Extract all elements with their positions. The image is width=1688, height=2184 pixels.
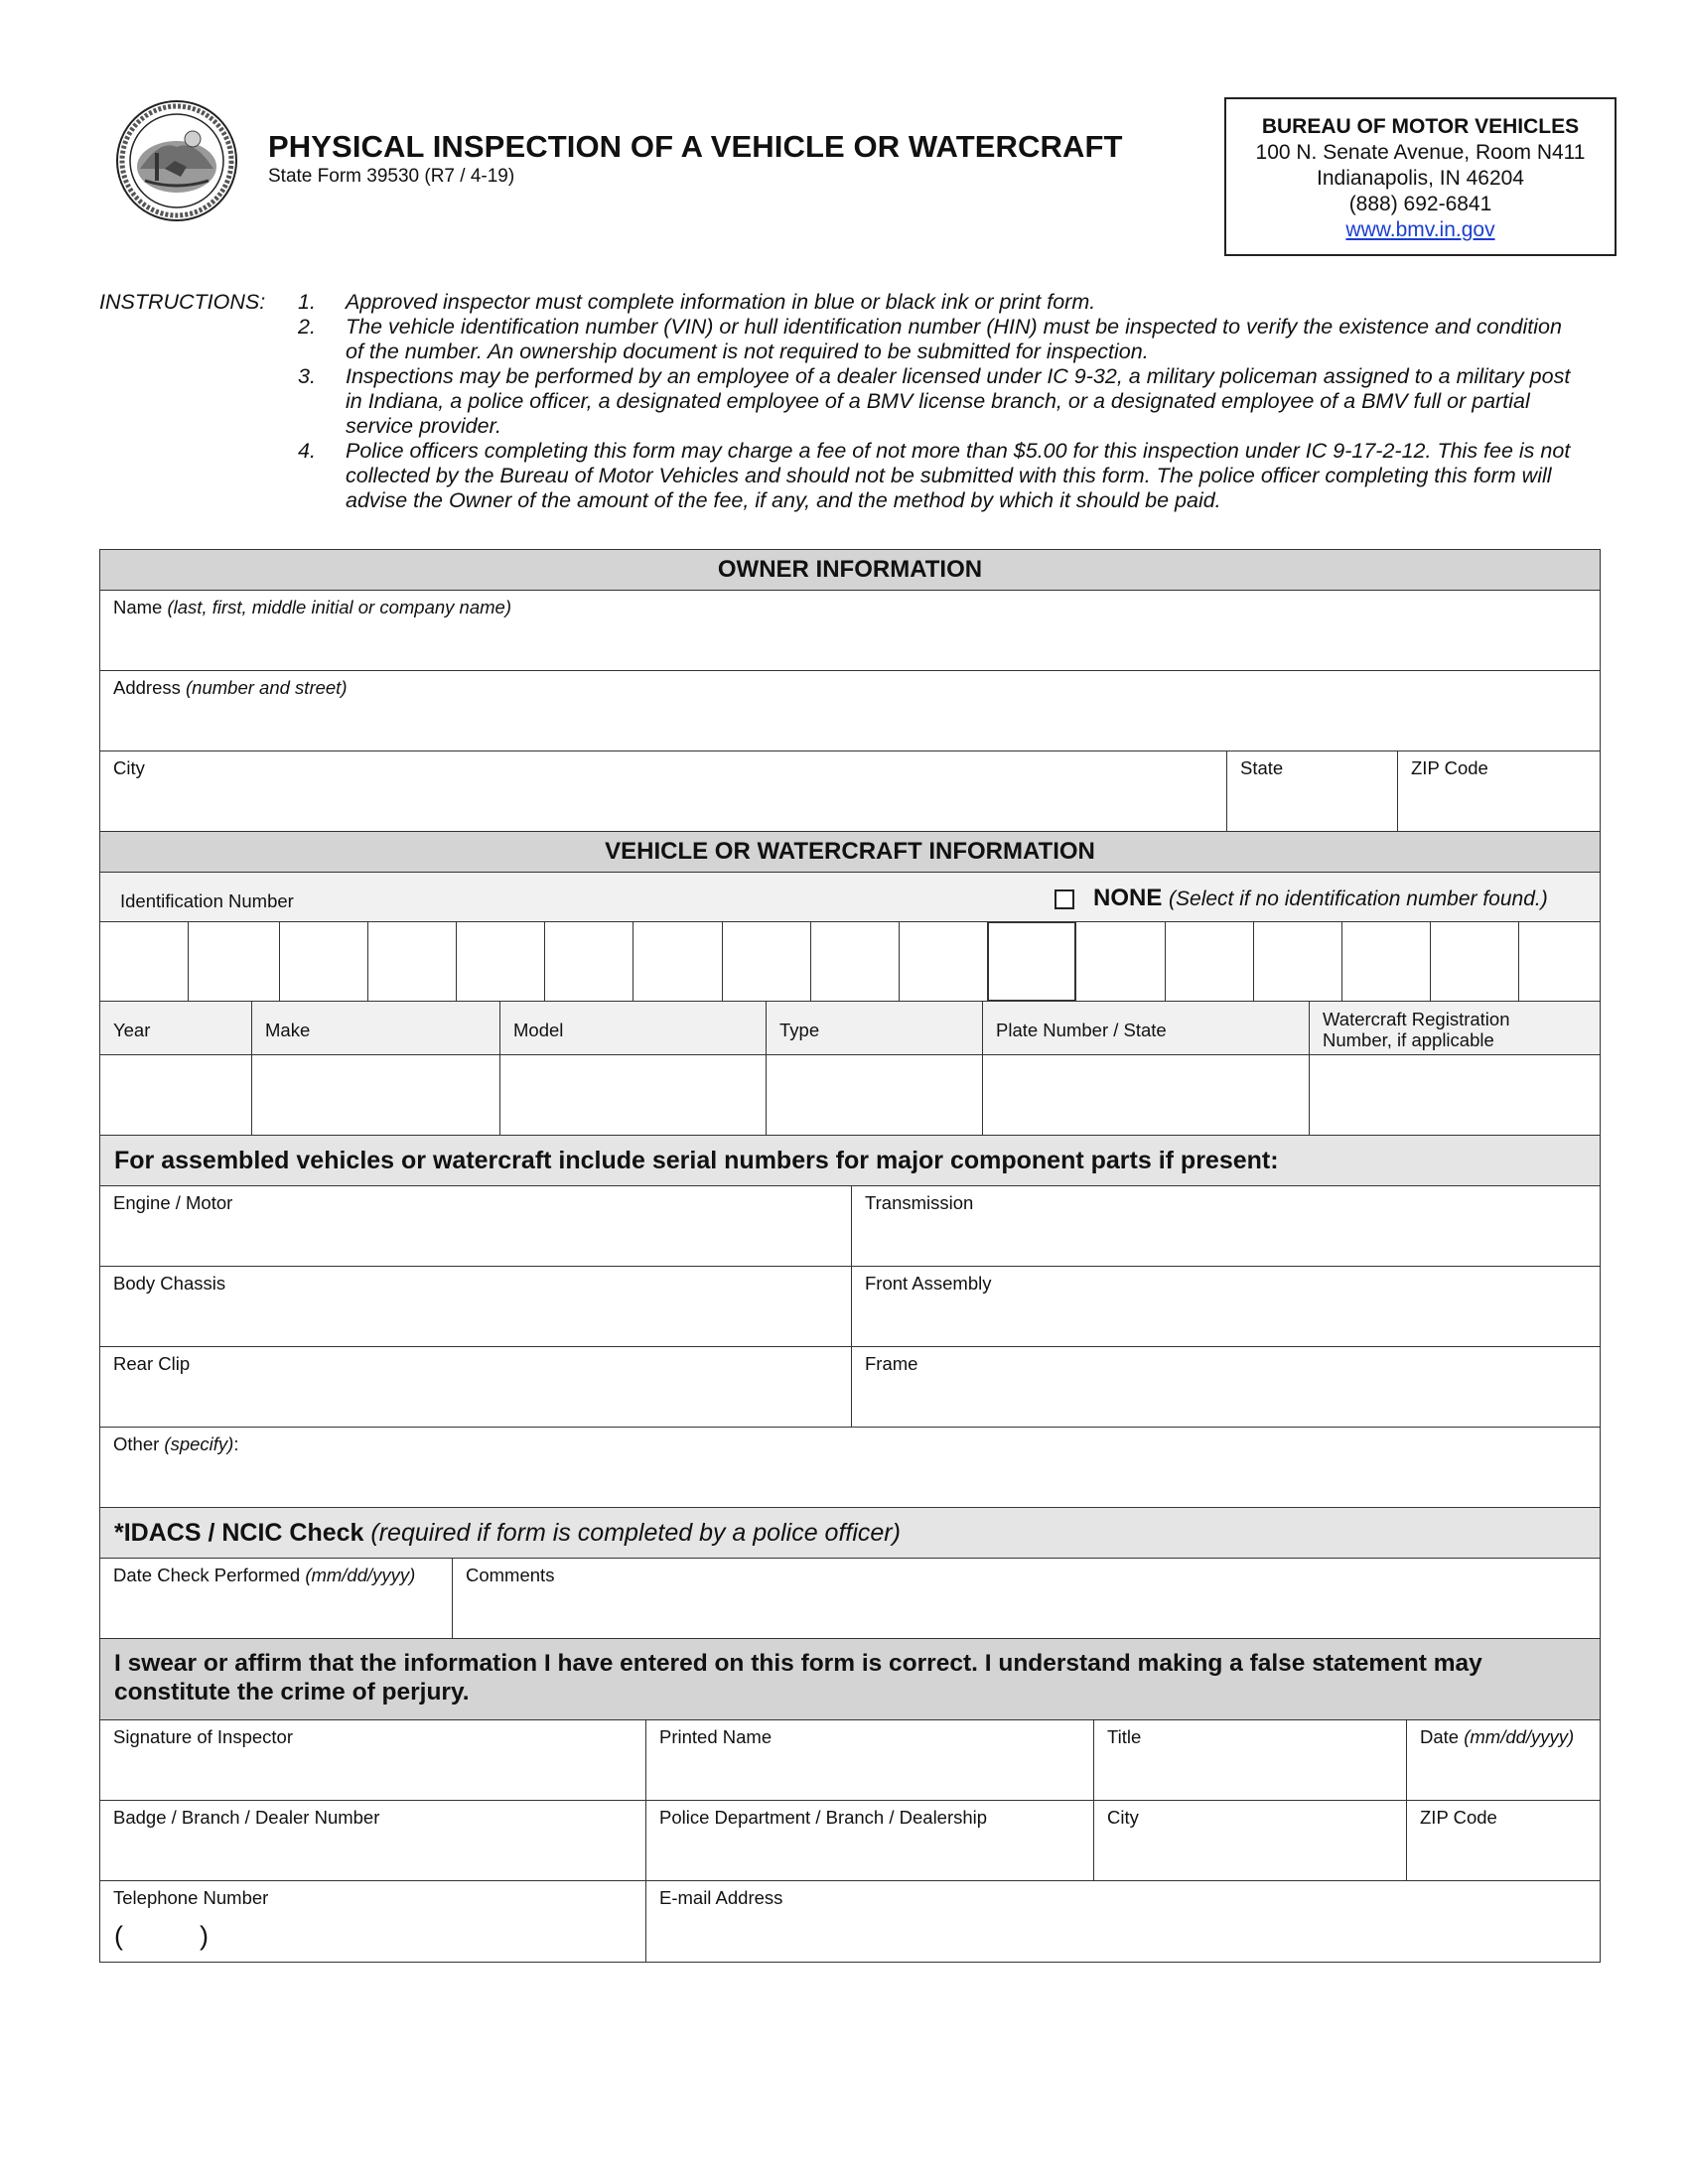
vin-digit-box[interactable]: [722, 921, 811, 1002]
owner-name-field[interactable]: [99, 590, 1601, 671]
badge-number-label: Badge / Branch / Dealer Number: [113, 1807, 380, 1828]
plate-header: [982, 1001, 1310, 1055]
instruction-text: Approved inspector must complete information in blue or black ink or print form.: [346, 290, 1096, 314]
other-field[interactable]: [99, 1427, 1601, 1508]
vin-digit-box[interactable]: [1075, 921, 1166, 1002]
none-option: [1093, 885, 1548, 912]
comments-field[interactable]: [452, 1558, 1601, 1639]
affirmation-line2: constitute the crime of perjury.: [114, 1679, 470, 1706]
model-label: Model: [513, 1020, 564, 1040]
title-label: Title: [1107, 1726, 1142, 1747]
idacs-heading: *IDACS / NCIC Check: [114, 1519, 364, 1547]
vin-digit-box[interactable]: [810, 921, 900, 1002]
idacs-section-header: [99, 1507, 1601, 1559]
email-field[interactable]: [645, 1880, 1601, 1963]
instruction-number: 2.: [298, 315, 316, 339]
instruction-number: 4.: [298, 439, 316, 463]
department-field[interactable]: [645, 1800, 1094, 1881]
type-field[interactable]: [766, 1054, 983, 1136]
owner-city-field[interactable]: [99, 751, 1227, 832]
owner-zip-label: ZIP Code: [1411, 757, 1488, 778]
comments-label: Comments: [466, 1565, 555, 1585]
badge-number-field[interactable]: [99, 1800, 646, 1881]
instructions-label: INSTRUCTIONS:: [99, 290, 266, 314]
agency-phone: (888) 692-6841: [1348, 193, 1492, 215]
identification-number-row: [99, 872, 1601, 922]
year-field[interactable]: [99, 1054, 252, 1136]
telephone-field[interactable]: [99, 1880, 646, 1963]
vehicle-section-header: VEHICLE OR WATERCRAFT INFORMATION: [99, 831, 1601, 873]
inspection-form: [99, 549, 1601, 1963]
type-label: Type: [779, 1020, 820, 1040]
vin-digit-box[interactable]: [1341, 921, 1431, 1002]
title-field[interactable]: [1093, 1719, 1407, 1801]
watercraft-registration-header: [1309, 1001, 1601, 1055]
vin-digit-box[interactable]: [633, 921, 723, 1002]
transmission-field[interactable]: [851, 1185, 1601, 1267]
vin-digit-box[interactable]: [987, 921, 1076, 1002]
vin-digit-box[interactable]: [99, 921, 189, 1002]
assembled-section-header: For assembled vehicles or watercraft include serial numbers for major component parts if present:: [99, 1135, 1601, 1186]
vin-digit-box[interactable]: [1253, 921, 1342, 1002]
identification-number-label: Identification Number: [120, 890, 294, 911]
none-label: NONE: [1093, 885, 1163, 911]
instruction-text: Inspections may be performed by an employee of a dealer licensed under IC 9-32, a military policeman assigned to a military post in Indiana, a police officer, a designated employee of a BMV license branch, or a designated employee of a BMV full or partial service provider.: [346, 364, 1571, 438]
agency-name: BUREAU OF MOTOR VEHICLES: [1261, 115, 1580, 138]
printed-name-label: Printed Name: [659, 1726, 773, 1747]
owner-state-field[interactable]: [1226, 751, 1398, 832]
state-seal-logo: [115, 99, 238, 222]
watercraft-registration-label: Watercraft Registration Number, if applicable: [1323, 1009, 1510, 1050]
body-chassis-field[interactable]: [99, 1266, 852, 1347]
body-chassis-label: Body Chassis: [113, 1273, 226, 1294]
rear-clip-field[interactable]: [99, 1346, 852, 1428]
owner-address-label: Address (number and street): [113, 677, 348, 698]
agency-address1: 100 N. Senate Avenue, Room N411: [1255, 141, 1586, 164]
printed-name-field[interactable]: [645, 1719, 1094, 1801]
owner-state-label: State: [1240, 757, 1284, 778]
instruction-number: 1.: [298, 290, 316, 314]
vin-digit-box[interactable]: [456, 921, 545, 1002]
vin-digit-box[interactable]: [1518, 921, 1601, 1002]
instruction-text: Police officers completing this form may charge a fee of not more than $5.00 for this inspection under IC 9-17-2-12. This fee is not collected by the Bureau of Motor Vehicles and should not be submitted with this form. The police officer completing this form will advise the Owner of the amount of the fee, if any, and the method by which it should be paid.: [346, 439, 1571, 512]
vin-digit-box[interactable]: [279, 921, 368, 1002]
owner-name-label: Name (last, first, middle initial or company name): [113, 597, 511, 617]
form-number: State Form 39530 (R7 / 4-19): [268, 166, 515, 187]
front-assembly-label: Front Assembly: [865, 1273, 992, 1294]
date-check-label: Date Check Performed (mm/dd/yyyy): [113, 1565, 416, 1585]
model-header: [499, 1001, 767, 1055]
department-label: Police Department / Branch / Dealership: [659, 1807, 988, 1828]
inspector-city-label: City: [1107, 1807, 1139, 1828]
owner-address-field[interactable]: [99, 670, 1601, 751]
engine-field[interactable]: [99, 1185, 852, 1267]
year-header: [99, 1001, 252, 1055]
agency-website-link[interactable]: www.bmv.in.gov: [1345, 218, 1495, 241]
front-assembly-field[interactable]: [851, 1266, 1601, 1347]
vin-digit-box[interactable]: [899, 921, 988, 1002]
other-label: Other (specify):: [113, 1433, 239, 1454]
make-header: [251, 1001, 500, 1055]
agency-box: [1224, 97, 1617, 256]
rear-clip-label: Rear Clip: [113, 1353, 191, 1374]
inspector-city-field[interactable]: [1093, 1800, 1407, 1881]
year-label: Year: [113, 1020, 151, 1040]
vin-digit-box[interactable]: [544, 921, 633, 1002]
vin-digit-box[interactable]: [1165, 921, 1254, 1002]
owner-city-label: City: [113, 757, 145, 778]
engine-label: Engine / Motor: [113, 1192, 233, 1213]
signature-label: Signature of Inspector: [113, 1726, 293, 1747]
frame-label: Frame: [865, 1353, 918, 1374]
owner-section-header: OWNER INFORMATION: [99, 549, 1601, 591]
affirm-date-label: Date (mm/dd/yyyy): [1420, 1726, 1575, 1747]
vin-digit-box[interactable]: [367, 921, 457, 1002]
affirmation-statement: [99, 1638, 1601, 1720]
vin-digit-box[interactable]: [188, 921, 280, 1002]
none-hint: (Select if no identification number found.): [1169, 887, 1548, 910]
area-code-open-paren: (: [114, 1921, 123, 1951]
agency-address2: Indianapolis, IN 46204: [1317, 167, 1524, 190]
owner-zip-field[interactable]: [1397, 751, 1601, 832]
transmission-label: Transmission: [865, 1192, 974, 1213]
area-code-close-paren: ): [200, 1921, 209, 1951]
signature-field[interactable]: [99, 1719, 646, 1801]
make-field[interactable]: [251, 1054, 500, 1136]
date-check-field[interactable]: [99, 1558, 453, 1639]
plate-label: Plate Number / State: [996, 1020, 1167, 1040]
telephone-label: Telephone Number: [113, 1887, 269, 1908]
none-checkbox[interactable]: [1055, 889, 1074, 909]
idacs-hint: (required if form is completed by a police officer): [370, 1519, 901, 1547]
affirm-date-field[interactable]: [1406, 1719, 1601, 1801]
model-field[interactable]: [499, 1054, 767, 1136]
instruction-number: 3.: [298, 364, 316, 388]
form-title: PHYSICAL INSPECTION OF A VEHICLE OR WATERCRAFT: [268, 129, 1123, 164]
inspector-zip-field[interactable]: [1406, 1800, 1601, 1881]
type-header: [766, 1001, 983, 1055]
inspector-zip-label: ZIP Code: [1420, 1807, 1497, 1828]
plate-field[interactable]: [982, 1054, 1310, 1136]
frame-field[interactable]: [851, 1346, 1601, 1428]
affirmation-line1: I swear or affirm that the information I have entered on this form is correct. I understand making a false statement may: [114, 1650, 1482, 1677]
watercraft-registration-field[interactable]: [1309, 1054, 1601, 1136]
email-label: E-mail Address: [659, 1887, 783, 1908]
make-label: Make: [265, 1020, 311, 1040]
instruction-text: The vehicle identification number (VIN) or hull identification number (HIN) must be inspected to verify the existence and condition of the number. An ownership document is not required to be submitted for inspection.: [346, 315, 1562, 363]
vin-digit-box[interactable]: [1430, 921, 1519, 1002]
